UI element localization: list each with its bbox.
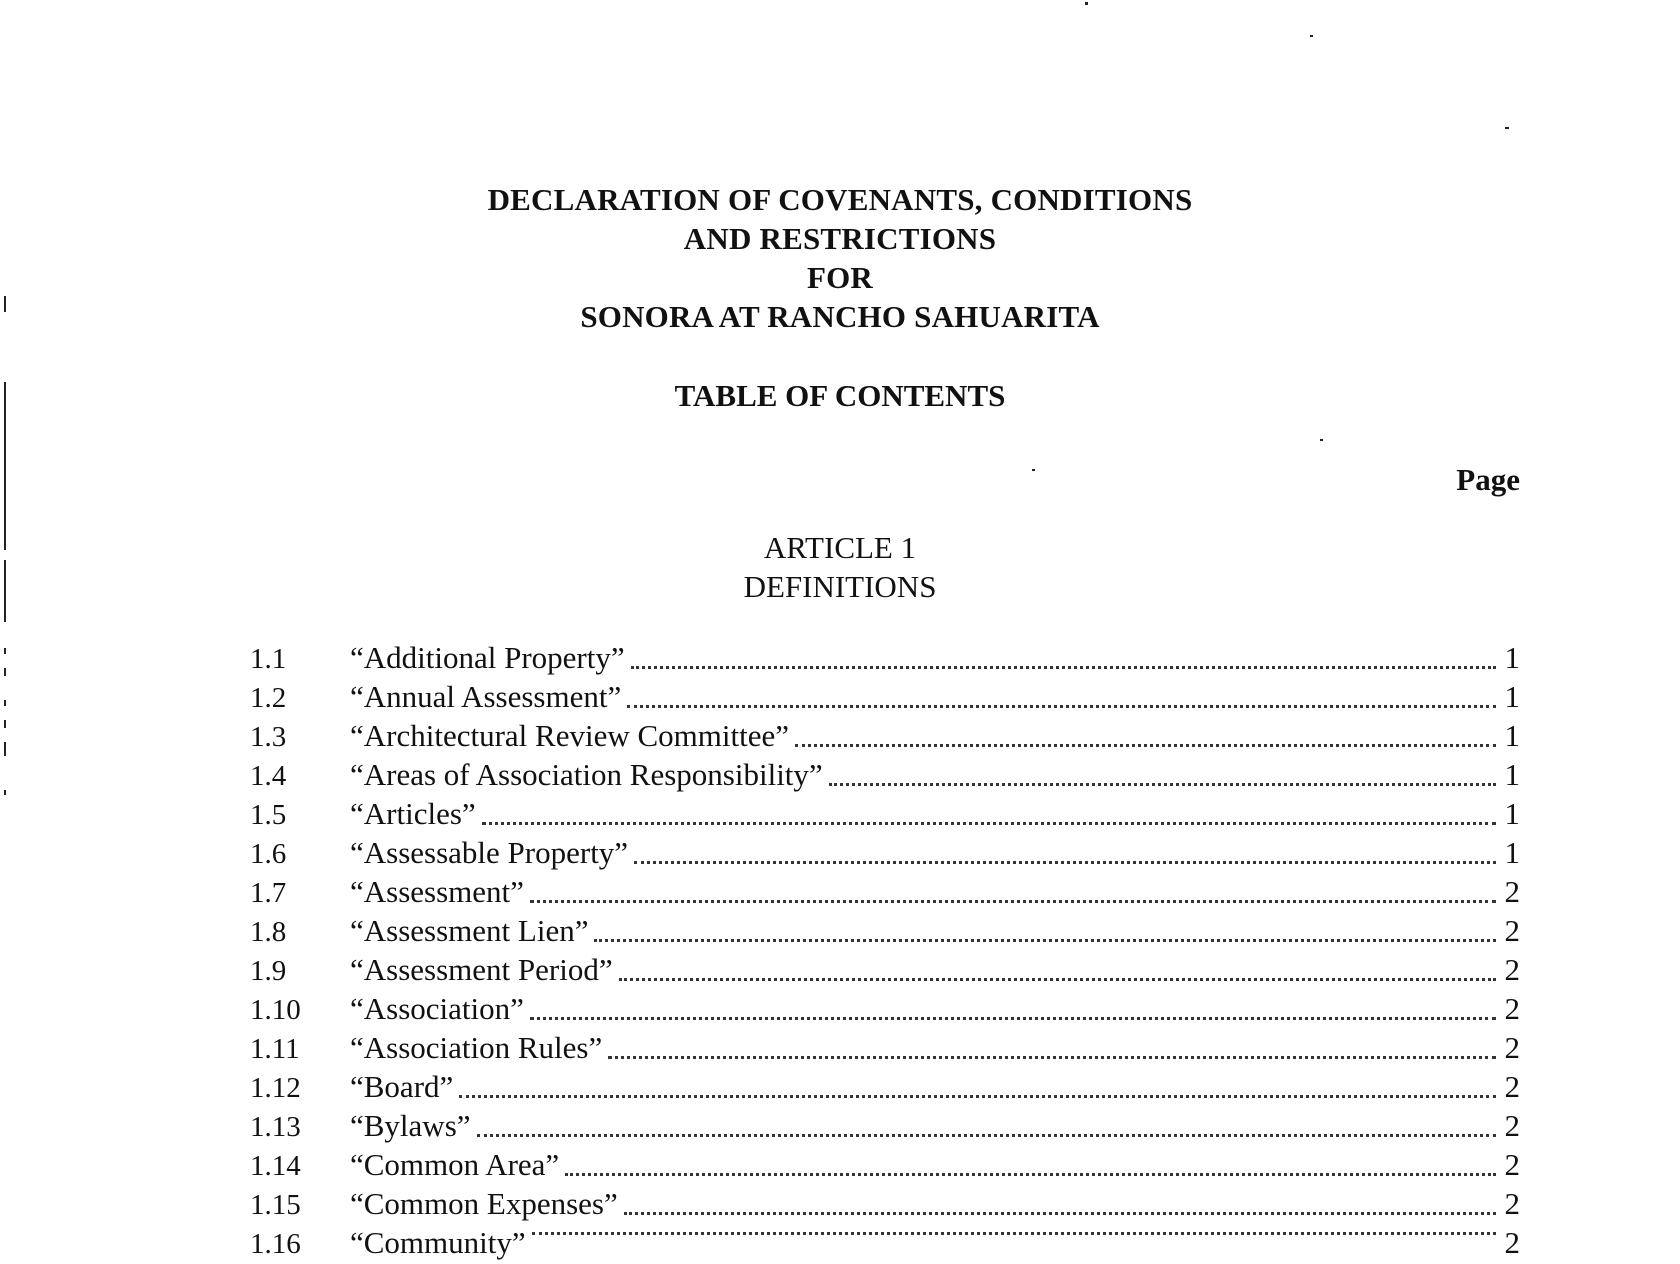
toc-entry-page: 1 [1504, 757, 1520, 792]
toc-entry-page: 2 [1504, 1108, 1520, 1143]
scan-speck [4, 296, 6, 312]
toc-entry[interactable] [250, 989, 1520, 1028]
toc-leader-dots [459, 1094, 1496, 1098]
toc-entry[interactable] [250, 1223, 1520, 1260]
toc-entry-page: 1 [1504, 835, 1520, 870]
toc-leader-dots [795, 743, 1496, 747]
article-number: ARTICLE 1 [763, 530, 917, 565]
article-heading [0, 528, 1680, 606]
toc-leader-dots [627, 704, 1496, 708]
toc-entry-number: 1.8 [250, 916, 287, 948]
toc-entry-text: “Additional Property” [350, 640, 625, 675]
toc-entry[interactable] [250, 950, 1520, 989]
scan-speck [4, 742, 6, 756]
toc-entry-text: “Articles” [350, 796, 476, 831]
document-title [0, 180, 1680, 336]
scan-speck [1032, 469, 1035, 471]
toc-heading: TABLE OF CONTENTS [674, 378, 1006, 413]
scan-speck [1085, 2, 1088, 5]
toc-leader-dots [634, 860, 1496, 864]
scan-speck [4, 668, 6, 676]
toc-entry-number: 1.3 [250, 721, 287, 753]
toc-entry-number: 1.16 [250, 1228, 301, 1260]
toc-entry-page: 1 [1504, 718, 1520, 753]
toc-leader-dots [532, 1231, 1496, 1235]
scan-speck [4, 720, 6, 728]
toc-entry-text: “Areas of Association Responsibility” [350, 757, 823, 792]
toc-entry[interactable] [250, 1067, 1520, 1106]
toc-entry-text: “Assessment Lien” [350, 913, 589, 948]
toc-entry-text: “Assessable Property” [350, 835, 629, 870]
toc-leader-dots [565, 1172, 1496, 1176]
toc-entry-page: 2 [1504, 1186, 1520, 1221]
toc-leader-dots [477, 1133, 1496, 1137]
toc-list [250, 638, 1520, 1260]
toc-entry-number: 1.11 [250, 1033, 300, 1065]
title-line-4: SONORA AT RANCHO SAHUARITA [580, 299, 1100, 334]
toc-entry-page: 1 [1504, 640, 1520, 675]
scan-speck [4, 790, 6, 795]
toc-entry[interactable] [250, 794, 1520, 833]
toc-entry-number: 1.2 [250, 682, 287, 714]
toc-leader-dots [482, 821, 1496, 825]
toc-entry-number: 1.5 [250, 799, 287, 831]
toc-entry[interactable] [250, 638, 1520, 677]
toc-entry-number: 1.14 [250, 1150, 301, 1182]
toc-entry-page: 2 [1504, 952, 1520, 987]
toc-entry-number: 1.13 [250, 1111, 301, 1143]
scan-speck [1505, 127, 1509, 129]
toc-entry-text: “Architectural Review Committee” [350, 718, 789, 753]
toc-leader-dots [608, 1055, 1496, 1059]
toc-entry-text: “Common Expenses” [350, 1186, 618, 1221]
toc-entry-page: 1 [1504, 796, 1520, 831]
toc-entry-number: 1.12 [250, 1072, 301, 1104]
toc-entry-text: “Assessment Period” [350, 952, 613, 987]
toc-entry-text: “Association Rules” [350, 1030, 603, 1065]
scan-speck [1310, 35, 1313, 37]
toc-entry-text: “Assessment” [350, 874, 524, 909]
scan-speck [4, 382, 6, 550]
toc-entry[interactable] [250, 755, 1520, 794]
toc-entry-page: 2 [1504, 1069, 1520, 1104]
toc-entry-page: 2 [1504, 1030, 1520, 1065]
toc-entry-text: “Association” [350, 991, 524, 1026]
page-column-label: Page [1456, 462, 1520, 497]
title-line-1: DECLARATION OF COVENANTS, CONDITIONS [487, 182, 1193, 217]
toc-entry[interactable] [250, 833, 1520, 872]
toc-entry-text: “Board” [350, 1069, 454, 1104]
toc-leader-dots [829, 782, 1496, 786]
toc-entry-number: 1.7 [250, 877, 287, 909]
toc-leader-dots [530, 1016, 1496, 1020]
article-name: DEFINITIONS [743, 569, 937, 604]
toc-entry[interactable] [250, 1106, 1520, 1145]
toc-entry-page: 1 [1504, 679, 1520, 714]
title-line-2: AND RESTRICTIONS [683, 221, 997, 256]
toc-entry-page: 2 [1504, 1147, 1520, 1182]
toc-entry[interactable] [250, 1145, 1520, 1184]
scan-speck [1320, 439, 1323, 441]
toc-entry-number: 1.9 [250, 955, 287, 987]
toc-leader-dots [624, 1211, 1496, 1215]
toc-leader-dots [631, 665, 1496, 669]
toc-entry[interactable] [250, 1184, 1520, 1223]
toc-entry-number: 1.4 [250, 760, 287, 792]
toc-entry-page: 2 [1504, 991, 1520, 1026]
toc-entry[interactable] [250, 677, 1520, 716]
toc-entry-number: 1.6 [250, 838, 287, 870]
toc-entry[interactable] [250, 872, 1520, 911]
toc-leader-dots [594, 938, 1496, 942]
toc-entry[interactable] [250, 716, 1520, 755]
scan-speck [4, 648, 6, 654]
toc-entry-text: “Community” [350, 1225, 526, 1260]
toc-entry-text: “Common Area” [350, 1147, 560, 1182]
scan-speck [4, 560, 6, 622]
toc-entry-page: 2 [1504, 1225, 1520, 1260]
toc-entry-page: 2 [1504, 913, 1520, 948]
toc-leader-dots [530, 899, 1496, 903]
scan-speck [4, 700, 6, 706]
toc-entry-number: 1.10 [250, 994, 301, 1026]
toc-entry-number: 1.15 [250, 1189, 301, 1221]
toc-entry[interactable] [250, 1028, 1520, 1067]
toc-entry-text: “Annual Assessment” [350, 679, 622, 714]
toc-entry-page: 2 [1504, 874, 1520, 909]
toc-leader-dots [619, 977, 1496, 981]
toc-entry[interactable] [250, 911, 1520, 950]
toc-entry-number: 1.1 [250, 643, 287, 675]
toc-entry-text: “Bylaws” [350, 1108, 471, 1143]
title-line-3: FOR [806, 260, 874, 295]
